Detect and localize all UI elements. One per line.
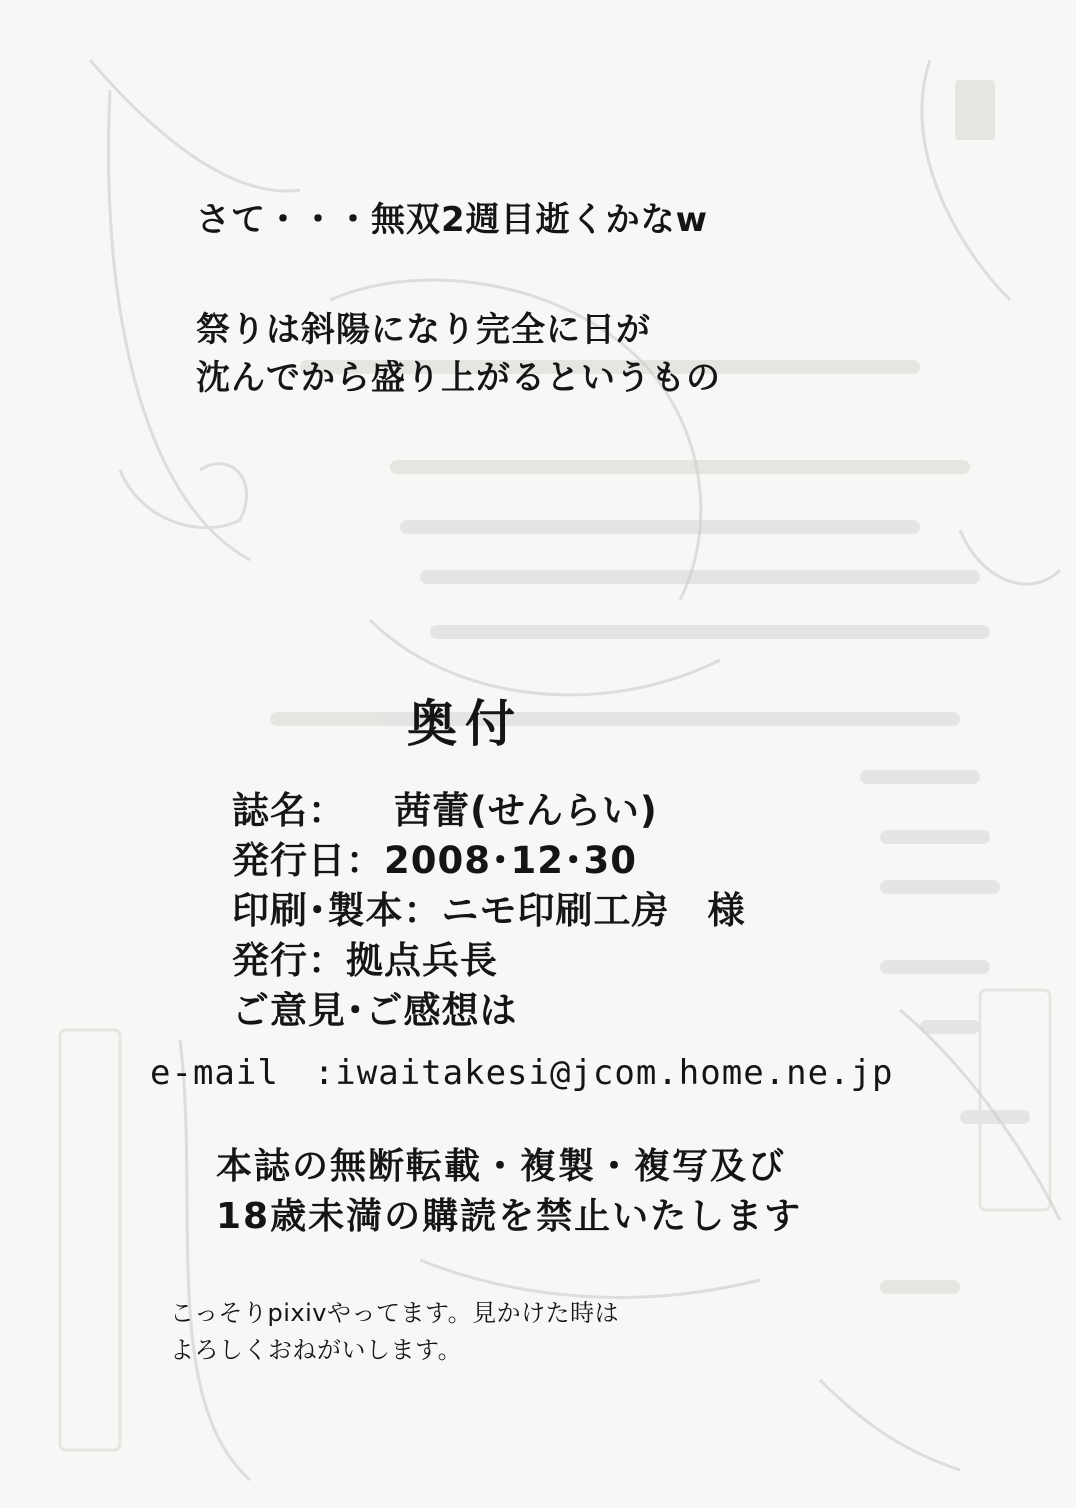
row-value: 2008･12･30 — [384, 839, 637, 882]
row-value: 拠点兵長 — [346, 939, 498, 982]
notice-line-2: 18歳未満の購読を禁止いたします — [216, 1196, 803, 1237]
colophon-row-printer — [232, 880, 746, 934]
footnote-line-2: よろしくおねがいします。 — [170, 1336, 463, 1364]
row-label: 誌名： — [232, 789, 346, 832]
colophon-row-date — [232, 830, 637, 884]
row-label: 発行： — [232, 939, 346, 982]
intro-line-1: さて・・・無双2週目逝くかなw — [196, 200, 709, 240]
row-label: 印刷･製本： — [232, 889, 442, 932]
colophon-row-feedback — [232, 980, 518, 1034]
row-label: ご意見･ご感想は — [232, 989, 518, 1032]
contact-email: e-mail :iwaitakesi@jcom.home.ne.jp — [150, 1053, 894, 1093]
intro-line-3: 沈んでから盛り上がるというもの — [196, 358, 721, 398]
colophon-row-publisher — [232, 930, 498, 984]
row-value: ニモ印刷工房 様 — [441, 889, 746, 932]
row-value: 茜蕾(せんらい) — [394, 789, 658, 832]
colophon-row-title — [232, 780, 658, 834]
intro-line-2: 祭りは斜陽になり完全に日が — [196, 310, 651, 350]
notice-line-1: 本誌の無断転載・複製・複写及び — [216, 1146, 787, 1187]
footnote-line-1: こっそりpixivやってます。見かけた時は — [170, 1299, 620, 1327]
colophon-title: 奥付 — [407, 694, 523, 753]
row-label: 発行日： — [232, 839, 384, 882]
